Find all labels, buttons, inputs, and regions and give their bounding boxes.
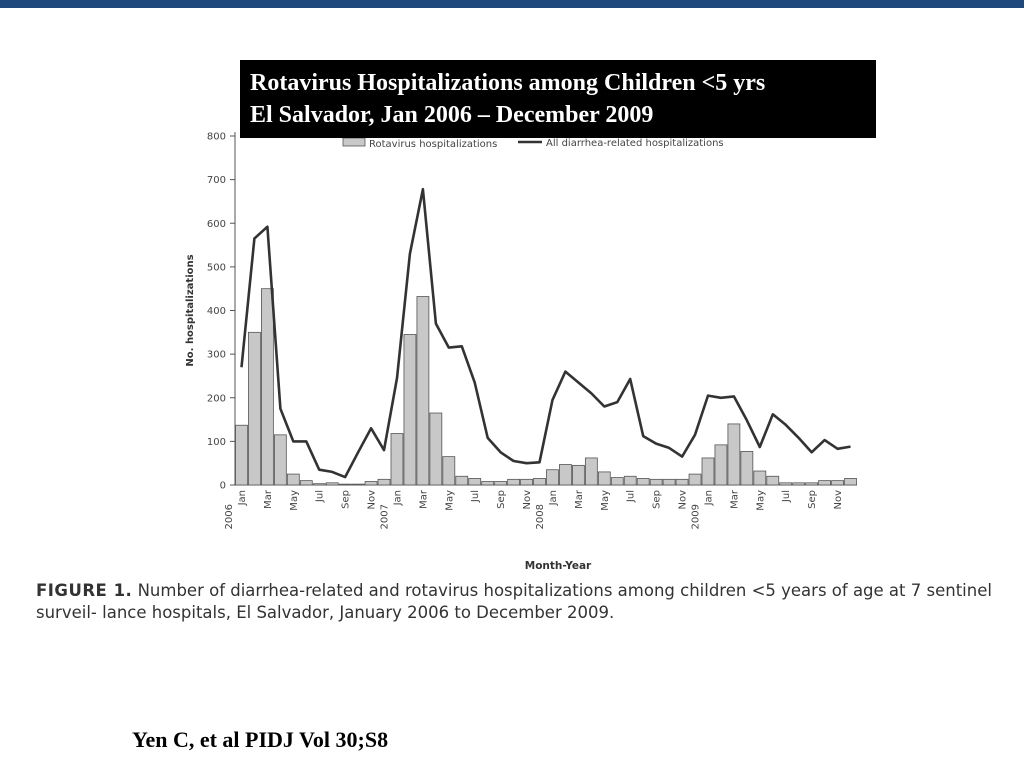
rotavirus-bar [819, 481, 831, 485]
x-year-label: 2008 [534, 504, 546, 530]
legend-line-label: All diarrhea-related hospitalizations [546, 138, 724, 149]
x-month-label: Nov [833, 490, 845, 510]
rotavirus-bar [637, 478, 649, 485]
rotavirus-bar [339, 484, 351, 485]
rotavirus-bar [378, 479, 390, 485]
rotavirus-bar [482, 482, 494, 485]
rotavirus-bar [845, 478, 857, 485]
rotavirus-bar [611, 478, 623, 485]
rotavirus-bar [547, 470, 559, 485]
rotavirus-bar [780, 483, 792, 485]
rotavirus-bar [598, 472, 610, 485]
rotavirus-bar [456, 476, 468, 485]
rotavirus-bar [365, 482, 377, 485]
x-month-label: Mar [262, 490, 274, 509]
slide-title-box [240, 60, 876, 138]
rotavirus-bar [663, 479, 675, 485]
rotavirus-bar [767, 476, 779, 485]
x-month-label: Jan [703, 490, 715, 506]
x-month-label: Jan [547, 490, 559, 506]
rotavirus-bar [806, 483, 818, 485]
x-axis-label: Month-Year [524, 560, 592, 572]
rotavirus-bar [469, 478, 481, 485]
rotavirus-bar [676, 479, 688, 485]
rotavirus-bar [508, 479, 520, 485]
x-month-label: Nov [522, 490, 534, 510]
rotavirus-bar [261, 289, 273, 485]
rotavirus-bar [404, 334, 416, 485]
figure-caption [36, 580, 1006, 624]
rotavirus-bar [832, 481, 844, 485]
slide-title-line-1: Rotavirus Hospitalizations among Children <5 yrs [250, 70, 766, 96]
figure-caption-text: Number of diarrhea-related and rotavirus hospitalizations among children <5 years of age at 7 sentinel surveil- lance hospitals, El Salvador, January 2006 to December 2009. [36, 581, 992, 622]
x-month-label: May [599, 490, 611, 511]
figure-label: FIGURE 1. [36, 581, 133, 600]
rotavirus-bar [793, 483, 805, 485]
rotavirus-bar [728, 424, 740, 485]
x-month-label: Sep [651, 490, 663, 509]
x-month-label: Sep [496, 490, 508, 509]
x-month-label: Jan [392, 490, 404, 506]
y-tick-label: 400 [206, 306, 226, 317]
rotavirus-bar [287, 474, 299, 485]
x-month-label: Mar [729, 490, 741, 509]
x-month-label: Mar [418, 490, 430, 509]
y-tick-label: 100 [206, 436, 226, 448]
x-month-label: Mar [573, 490, 585, 509]
rotavirus-bar [352, 484, 364, 485]
rotavirus-bar [248, 332, 260, 485]
rotavirus-bar [521, 479, 533, 485]
rotavirus-bar [300, 481, 312, 485]
y-tick-label: 700 [206, 175, 226, 187]
x-month-label: Jan [236, 490, 248, 506]
x-month-label: Jul [781, 490, 793, 503]
rotavirus-bar [559, 464, 571, 485]
rotavirus-bar [313, 484, 325, 485]
y-axis-label: No. hospitalizations [185, 254, 196, 367]
rotavirus-bar [417, 297, 429, 485]
rotavirus-bar [430, 413, 442, 485]
x-year-label: 2007 [379, 504, 391, 530]
rotavirus-bar [534, 478, 546, 485]
rotavirus-bar [741, 451, 753, 485]
diarrhea-line [242, 189, 851, 477]
x-month-label: Sep [340, 490, 352, 509]
citation: Yen C, et al PIDJ Vol 30;S8 [132, 727, 389, 752]
x-month-label: May [755, 490, 767, 511]
rotavirus-bar [443, 457, 455, 485]
x-month-label: Nov [366, 490, 378, 510]
y-tick-label: 600 [206, 218, 226, 230]
rotavirus-bar [689, 474, 701, 485]
x-month-label: May [444, 490, 456, 511]
legend-bar-label: Rotavirus hospitalizations [369, 139, 498, 150]
y-tick-label: 200 [206, 393, 226, 405]
x-month-label: Sep [807, 490, 819, 509]
x-year-label: 2006 [223, 504, 235, 530]
x-month-label: Nov [677, 490, 689, 510]
rotavirus-bar [715, 445, 727, 485]
rotavirus-bar [391, 434, 403, 485]
rotavirus-bar [624, 476, 636, 485]
rotavirus-bar [236, 425, 248, 485]
x-month-label: Jul [470, 490, 482, 503]
x-month-label: Jul [314, 490, 326, 503]
y-tick-label: 300 [206, 349, 226, 361]
rotavirus-bar [650, 479, 662, 485]
x-month-label: Jul [625, 490, 637, 503]
rotavirus-bar [274, 435, 286, 485]
y-tick-label: 500 [206, 262, 226, 274]
rotavirus-bar [585, 458, 597, 485]
y-tick-label: 0 [219, 480, 226, 492]
x-year-label: 2009 [690, 504, 702, 530]
legend-bar-swatch [343, 138, 365, 146]
rotavirus-bar [495, 482, 507, 485]
rotavirus-bar [702, 458, 714, 485]
rotavirus-bar [572, 465, 584, 485]
rotavirus-bar [326, 483, 338, 485]
y-tick-label: 800 [206, 131, 226, 143]
rotavirus-bar [754, 471, 766, 485]
x-month-label: May [288, 490, 300, 511]
slide-title-line-2: El Salvador, Jan 2006 – December 2009 [250, 102, 654, 128]
